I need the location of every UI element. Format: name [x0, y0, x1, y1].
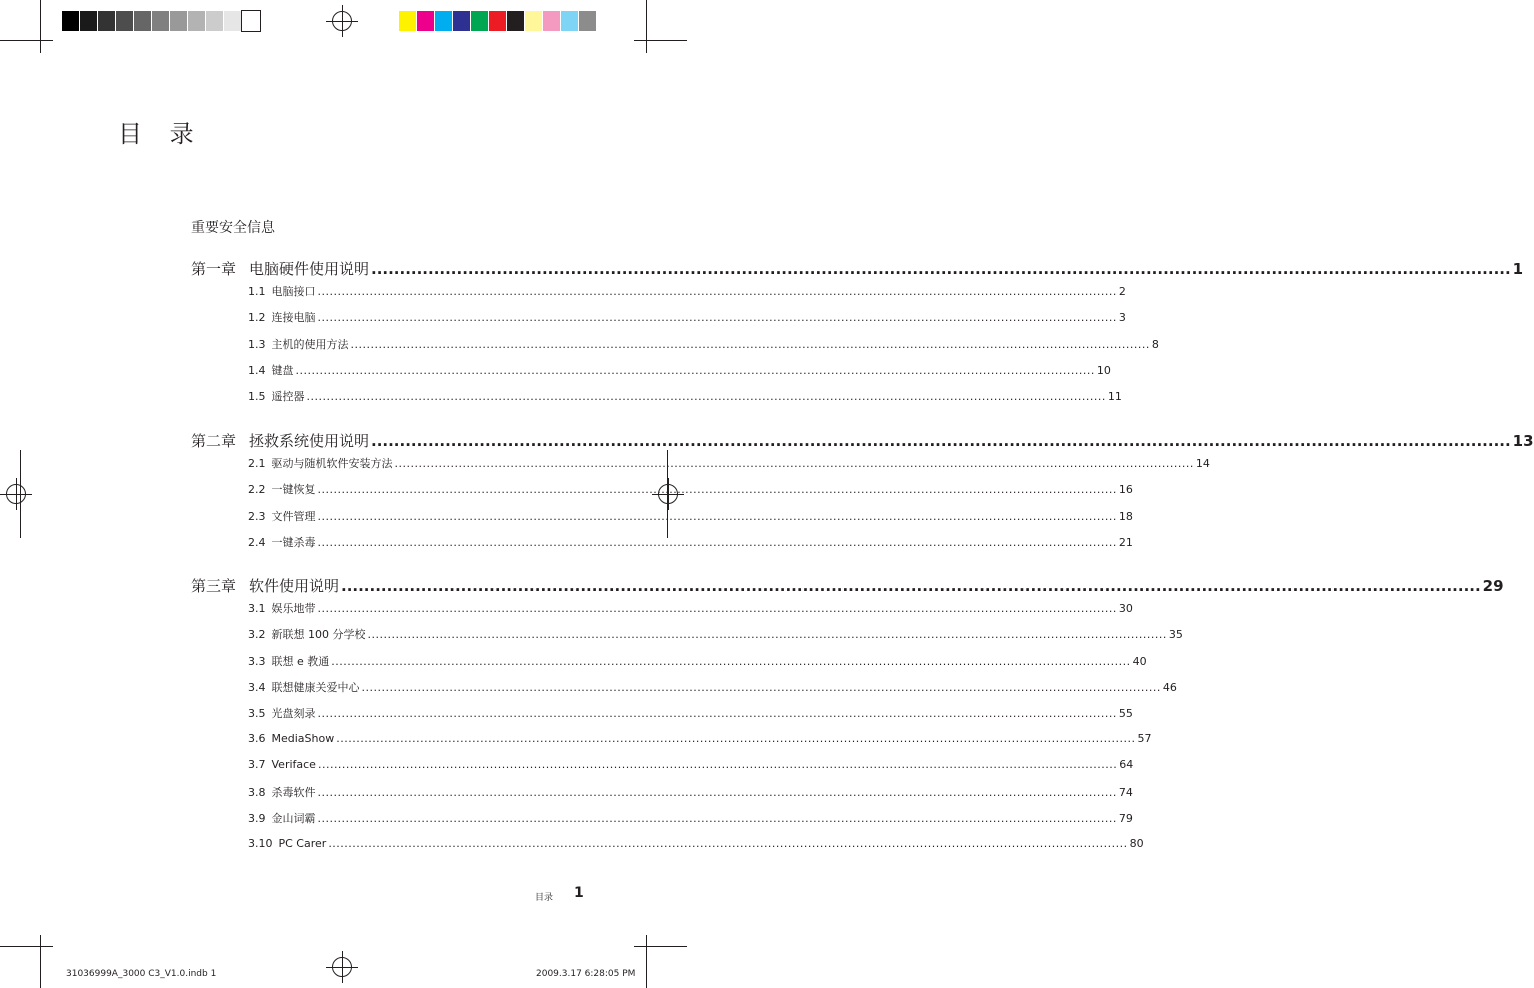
entry-number: 3.4 — [248, 681, 266, 694]
toc-safety-info[interactable]: 重要安全信息 — [191, 220, 275, 236]
chapter-title: 电脑硬件使用说明 — [249, 260, 370, 278]
dot-leader: ........................................................................................................................................................................................................ — [317, 483, 1117, 496]
entry-title: 连接电脑 — [271, 311, 316, 324]
grayscale-swatch — [152, 11, 170, 31]
entry-title: 联想健康关爱中心 — [271, 681, 360, 694]
dot-leader: ........................................................................................................................................................................................................ — [341, 577, 1481, 595]
dot-leader: ........................................................................................................................................................................................................ — [394, 457, 1194, 470]
dot-leader: ........................................................................................................................................................................................................ — [371, 260, 1511, 278]
entry-page-number: 46 — [1162, 681, 1177, 694]
toc-entry[interactable] — [248, 362, 1111, 378]
toc-entry[interactable] — [248, 534, 1133, 550]
entry-number: 3.5 — [248, 707, 266, 720]
chapter-label: 第二章 — [191, 432, 237, 450]
entry-page-number: 55 — [1118, 707, 1133, 720]
dot-leader: ........................................................................................................................................................................................................ — [328, 837, 1128, 850]
dot-leader: ........................................................................................................................................................................................................ — [350, 338, 1150, 351]
chapter-page-number: 13 — [1512, 432, 1534, 450]
entry-number: 3.9 — [248, 812, 266, 825]
chapter-page-number: 1 — [1512, 260, 1524, 278]
entry-title: 键盘 — [271, 364, 294, 377]
process-color-swatch — [543, 11, 561, 31]
toc-chapter[interactable] — [191, 430, 1534, 451]
entry-title: PC Carer — [278, 837, 327, 850]
dot-leader: ........................................................................................................................................................................................................ — [317, 812, 1117, 825]
dot-leader: ........................................................................................................................................................................................................ — [317, 311, 1117, 324]
grayscale-swatch — [206, 11, 224, 31]
entry-page-number: 16 — [1118, 483, 1133, 496]
toc-chapter[interactable] — [191, 258, 1524, 279]
process-color-swatch — [453, 11, 471, 31]
dot-leader: ........................................................................................................................................................................................................ — [317, 285, 1117, 298]
toc-entry[interactable] — [248, 626, 1183, 642]
entry-page-number: 35 — [1168, 628, 1183, 641]
entry-page-number: 21 — [1118, 536, 1133, 549]
dot-leader: ........................................................................................................................................................................................................ — [336, 732, 1136, 745]
entry-page-number: 57 — [1137, 732, 1152, 745]
crop-mark-bottom-right-vertical — [646, 935, 647, 988]
toc-entry[interactable] — [248, 837, 1144, 850]
entry-title: 电脑接口 — [271, 285, 316, 298]
entry-title: Veriface — [271, 758, 316, 771]
crop-mark-bottom-left-vertical — [40, 935, 41, 988]
grayscale-swatch — [188, 11, 206, 31]
registration-mark-top — [326, 5, 358, 37]
process-color-swatch — [507, 11, 525, 31]
toc-entry[interactable] — [248, 388, 1122, 404]
entry-number: 3.3 — [248, 655, 266, 668]
entry-title: 光盘刻录 — [271, 707, 316, 720]
chapter-title: 软件使用说明 — [249, 577, 340, 595]
entry-page-number: 74 — [1118, 786, 1133, 799]
process-color-swatch — [399, 11, 417, 31]
entry-page-number: 10 — [1096, 364, 1111, 377]
dot-leader: ........................................................................................................................................................................................................ — [317, 536, 1117, 549]
dot-leader: ........................................................................................................................................................................................................ — [371, 432, 1511, 450]
grayscale-swatch — [242, 11, 260, 31]
toc-entry[interactable] — [248, 679, 1177, 695]
crop-mark-bottom-left-horizontal — [0, 946, 53, 947]
dot-leader: ........................................................................................................................................................................................................ — [317, 758, 1118, 771]
toc-entry[interactable] — [248, 309, 1126, 325]
entry-title: 驱动与随机软件安装方法 — [271, 457, 393, 470]
dot-leader: ........................................................................................................................................................................................................ — [317, 707, 1117, 720]
grayscale-swatch — [62, 11, 80, 31]
chapter-page-number: 29 — [1482, 577, 1504, 595]
entry-title: 金山词霸 — [271, 812, 316, 825]
toc-entry[interactable] — [248, 810, 1133, 826]
process-color-swatch — [471, 11, 489, 31]
footer-section-label: 目录 — [535, 893, 554, 903]
entry-page-number: 2 — [1118, 285, 1126, 298]
toc-entry[interactable] — [248, 705, 1133, 721]
entry-title: 主机的使用方法 — [271, 338, 349, 351]
dot-leader: ........................................................................................................................................................................................................ — [317, 602, 1117, 615]
grayscale-swatch — [116, 11, 134, 31]
toc-entry[interactable] — [248, 481, 1133, 497]
process-color-swatch — [525, 11, 543, 31]
entry-title: 娱乐地带 — [271, 602, 316, 615]
entry-page-number: 3 — [1118, 311, 1126, 324]
entry-number: 3.7 — [248, 758, 266, 771]
entry-title: 杀毒软件 — [271, 786, 316, 799]
grayscale-color-bar — [62, 11, 260, 31]
grayscale-swatch — [98, 11, 116, 31]
process-color-swatch — [489, 11, 507, 31]
toc-entry[interactable] — [248, 283, 1126, 299]
toc-entry[interactable] — [248, 600, 1133, 616]
process-color-bar — [399, 11, 597, 31]
toc-entry[interactable] — [248, 455, 1210, 471]
entry-number: 3.2 — [248, 628, 266, 641]
crop-mark-bottom-right-horizontal — [634, 946, 687, 947]
entry-number: 1.5 — [248, 390, 266, 403]
entry-number: 3.6 — [248, 732, 266, 745]
entry-number: 1.2 — [248, 311, 266, 324]
toc-entry[interactable] — [248, 758, 1134, 771]
process-color-swatch — [435, 11, 453, 31]
entry-number: 1.1 — [248, 285, 266, 298]
dot-leader: ........................................................................................................................................................................................................ — [317, 786, 1117, 799]
entry-number: 1.3 — [248, 338, 266, 351]
dot-leader: ........................................................................................................................................................................................................ — [317, 510, 1117, 523]
grayscale-swatch — [134, 11, 152, 31]
crop-mark-top-right-vertical — [646, 0, 647, 53]
entry-page-number: 18 — [1118, 510, 1133, 523]
entry-number: 2.1 — [248, 457, 266, 470]
chapter-title: 拯救系统使用说明 — [249, 432, 370, 450]
crop-mark-top-left-horizontal — [0, 40, 53, 41]
entry-page-number: 40 — [1132, 655, 1147, 668]
crop-mark-top-left-vertical — [40, 0, 41, 53]
toc-entry[interactable] — [248, 336, 1159, 352]
registration-mark-left — [0, 478, 32, 510]
entry-number: 3.1 — [248, 602, 266, 615]
process-color-swatch — [579, 11, 597, 31]
slug-timestamp: 2009.3.17 6:28:05 PM — [536, 969, 636, 979]
entry-number: 2.2 — [248, 483, 266, 496]
chapter-label: 第三章 — [191, 577, 237, 595]
entry-page-number: 30 — [1118, 602, 1133, 615]
dot-leader: ........................................................................................................................................................................................................ — [295, 364, 1095, 377]
toc-entry[interactable] — [248, 508, 1133, 524]
entry-title: MediaShow — [271, 732, 335, 745]
entry-page-number: 14 — [1195, 457, 1210, 470]
dot-leader: ........................................................................................................................................................................................................ — [367, 628, 1167, 641]
toc-entry[interactable] — [248, 732, 1152, 745]
entry-page-number: 11 — [1107, 390, 1122, 403]
toc-entry[interactable] — [248, 784, 1133, 800]
registration-mark-bottom — [326, 951, 358, 983]
entry-number: 2.3 — [248, 510, 266, 523]
entry-title: 遥控器 — [271, 390, 305, 403]
entry-page-number: 64 — [1119, 758, 1134, 771]
process-color-swatch — [561, 11, 579, 31]
dot-leader: ........................................................................................................................................................................................................ — [331, 655, 1131, 668]
footer-page-number: 1 — [574, 885, 584, 901]
grayscale-swatch — [170, 11, 188, 31]
chapter-label: 第一章 — [191, 260, 237, 278]
entry-page-number: 80 — [1129, 837, 1144, 850]
entry-number: 1.4 — [248, 364, 266, 377]
toc-chapter[interactable] — [191, 575, 1504, 596]
entry-number: 2.4 — [248, 536, 266, 549]
entry-number: 3.10 — [248, 837, 273, 850]
entry-title: 联想 e 教通 — [271, 655, 330, 668]
crop-mark-top-right-horizontal — [634, 40, 687, 41]
entry-title: 文件管理 — [271, 510, 316, 523]
dot-leader: ........................................................................................................................................................................................................ — [361, 681, 1161, 694]
toc-entry[interactable] — [248, 653, 1147, 669]
side-mark-left-line — [20, 450, 21, 538]
grayscale-swatch — [80, 11, 98, 31]
dot-leader: ........................................................................................................................................................................................................ — [306, 390, 1106, 403]
entry-title: 一键恢复 — [271, 483, 316, 496]
grayscale-swatch — [224, 11, 242, 31]
entry-title: 一键杀毒 — [271, 536, 316, 549]
entry-title: 新联想 100 分学校 — [271, 628, 366, 641]
entry-page-number: 79 — [1118, 812, 1133, 825]
page-title: 目 录 — [118, 120, 204, 148]
entry-page-number: 8 — [1151, 338, 1159, 351]
entry-number: 3.8 — [248, 786, 266, 799]
process-color-swatch — [417, 11, 435, 31]
slug-file-name: 31036999A_3000 C3_V1.0.indb 1 — [66, 969, 217, 979]
